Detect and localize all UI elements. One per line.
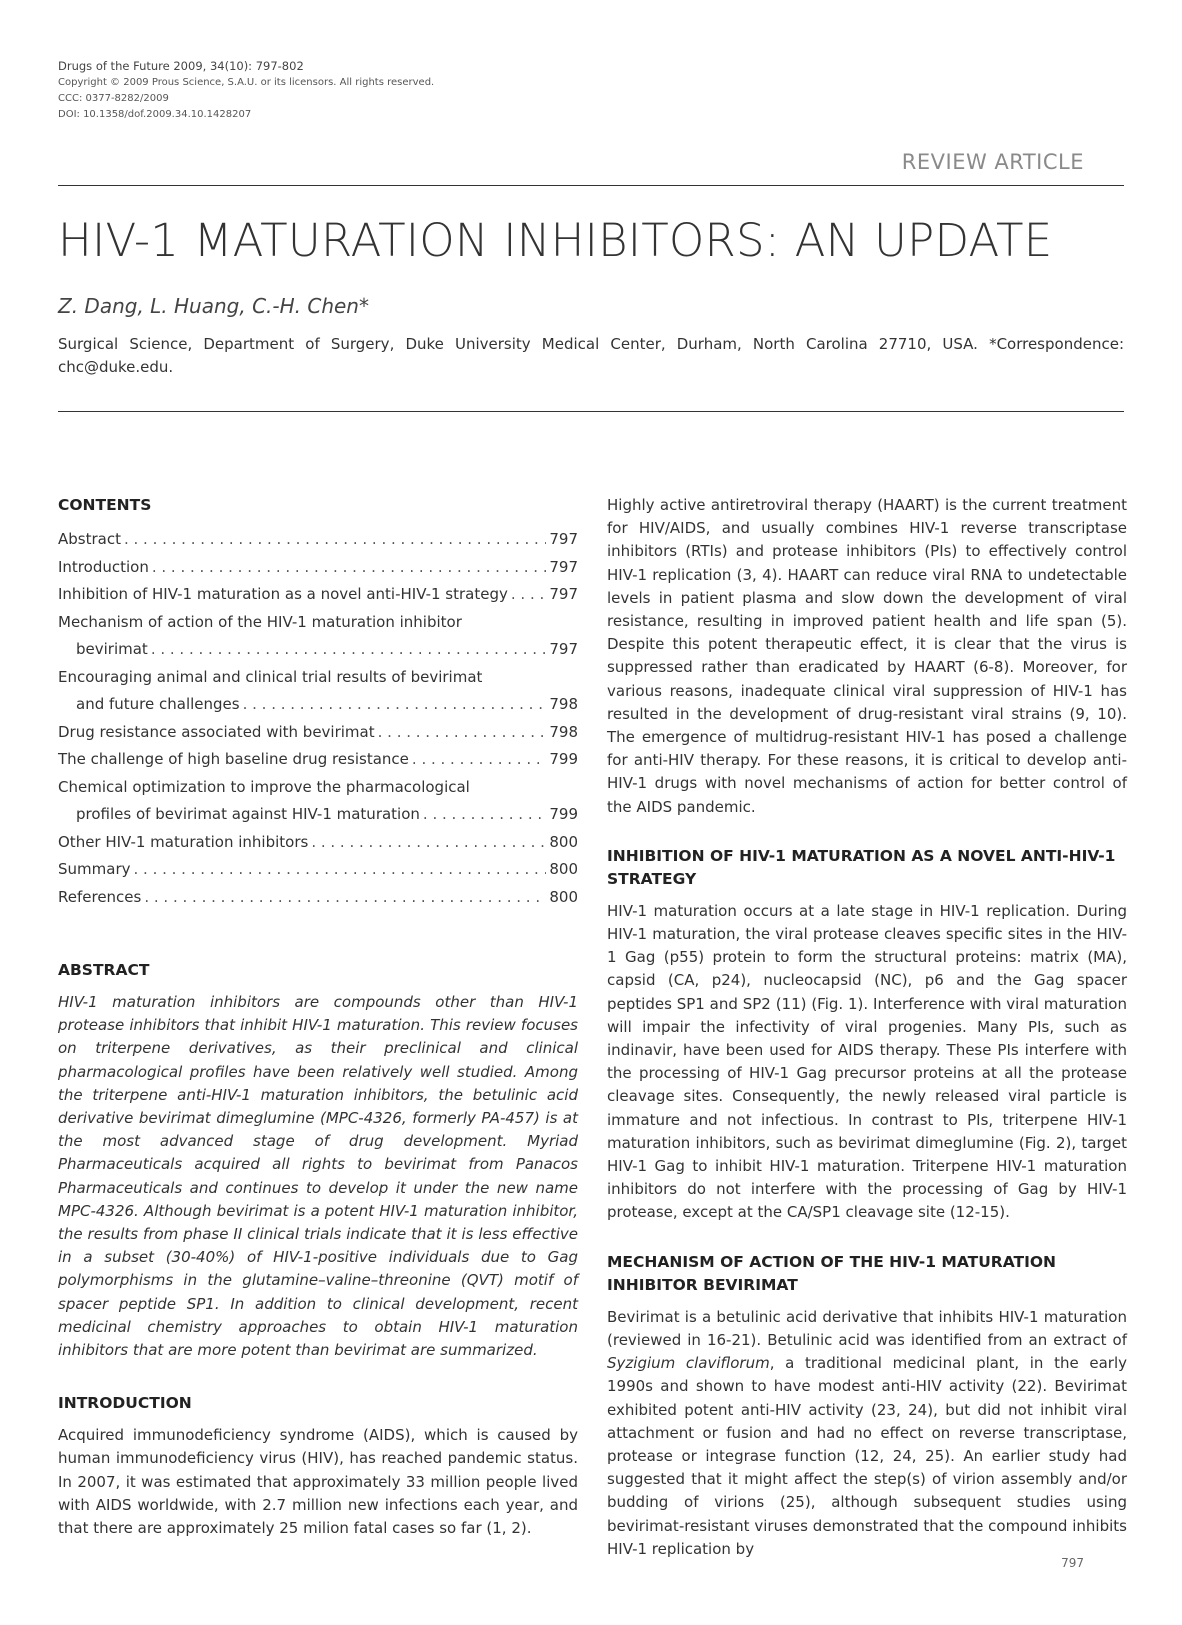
toc-entry[interactable] <box>58 801 578 829</box>
toc-label: bevirimat <box>76 640 148 658</box>
left-column <box>58 494 578 1540</box>
toc-label: Mechanism of action of the HIV-1 maturation inhibitor <box>58 612 462 631</box>
toc-page: 800 <box>549 832 578 851</box>
toc-entry[interactable] <box>58 884 578 912</box>
author-list: Z. Dang, L. Huang, C.-H. Chen* <box>58 294 369 318</box>
toc-label: Introduction <box>58 557 149 576</box>
inhibition-text: HIV-1 maturation occurs at a late stage in HIV-1 replication. During HIV-1 maturation, the viral protease cleaves specific sites in the HIV-1 Gag (p55) protein to form the structural proteins: matrix (MA), capsid (CA, p24), nucleocapsid (NC), p6 and the Gag spacer peptides SP1 and SP2 (11) (Fig. 1). Interference with viral maturation will impair the infectivity of viral progenies. Many PIs, such as indinavir, have been used for AIDS therapy. These PIs interfere with the processing of HIV-1 Gag precursor proteins at all the protease cleavage sites. Consequently, the newly released viral particle is immature and not infectious. In contrast to PIs, triterpene HIV-1 maturation inhibitors, such as bevirimat dimeglumine (Fig. 2), target HIV-1 Gag to inhibit HIV-1 maturation. Triterpene HIV-1 maturation inhibitors do not interfere with the processing of Gag by HIV-1 protease, except at the CA/SP1 cleavage site (12-15). <box>607 901 1127 1222</box>
mechanism-text <box>607 1306 1127 1561</box>
journal-meta <box>58 58 434 123</box>
toc-page: 797 <box>549 530 578 548</box>
toc-label: References <box>58 887 142 906</box>
haart-paragraph: Highly active antiretroviral therapy (HAART) is the current treatment for HIV/AIDS, and usually combines HIV-1 reverse transcriptase inhibitors (RTIs) and protease inhibitors (PIs) to effectively control HIV-1 replication (3, 4). HAART can reduce viral RNA to undetectable levels in patient plasma and slow down the development of viral resistance, resulting in improved patient health and life span (5). Despite this potent therapeutic effect, it is clear that the virus is suppressed rather than eradicated by HAART (6-8). Moreover, for various reasons, inadequate clinical viral suppression of HIV-1 has resulted in the development of drug-resistant viral strains (9, 10). The emergence of multidrug-resistant HIV-1 has posed a challenge for anti-HIV therapy. For these reasons, it is critical to develop anti-HIV-1 drugs with novel mechanisms of action for better control of the AIDS pandemic. <box>607 496 1127 816</box>
toc-label: Encouraging animal and clinical trial results of bevirimat <box>58 667 483 686</box>
article-title: HIV-1 MATURATION INHIBITORS: AN UPDATE <box>58 214 1053 267</box>
contents-heading: CONTENTS <box>58 496 152 514</box>
inhibition-heading: INHIBITION OF HIV-1 MATURATION AS A NOVEL ANTI-HIV-1 STRATEGY <box>607 846 1116 888</box>
mechanism-text-part: Bevirimat is a betulinic acid derivative that inhibits HIV-1 maturation (reviewed in 16-21). Betulinic acid was identified from an extract of <box>607 1307 1127 1349</box>
toc-page: 798 <box>549 722 578 741</box>
copyright-line: Copyright © 2009 Prous Science, S.A.U. or its licensors. All rights reserved. <box>58 77 435 88</box>
introduction-text: Acquired immunodeficiency syndrome (AIDS), which is caused by human immunodeficiency virus (HIV), has reached pandemic status. In 2007, it was estimated that approximately 33 million people lived with AIDS worldwide, with 2.7 million new infections each year, and that there are approximately 25 milion fatal cases so far (1, 2). <box>58 1426 578 1538</box>
abstract-heading: ABSTRACT <box>58 961 150 979</box>
doi-line: DOI: 10.1358/dof.2009.34.10.1428207 <box>58 109 252 120</box>
toc-entry[interactable] <box>58 554 578 582</box>
toc-page: 800 <box>549 887 578 906</box>
right-column <box>607 494 1127 1561</box>
toc-entry[interactable] <box>58 829 578 857</box>
title-divider <box>58 411 1124 412</box>
toc-page: 799 <box>549 750 578 768</box>
toc-label: Summary <box>58 860 131 878</box>
toc-label: Inhibition of HIV-1 maturation as a novel anti-HIV-1 strategy <box>58 585 508 603</box>
toc-label: profiles of bevirimat against HIV-1 maturation <box>76 805 420 823</box>
ccc-line: CCC: 0377-8282/2009 <box>58 93 169 104</box>
article-type-label: REVIEW ARTICLE <box>901 150 1084 174</box>
toc-page: 797 <box>549 640 578 658</box>
toc-label: Abstract <box>58 530 121 548</box>
toc-page: 797 <box>549 557 578 576</box>
toc-page: 799 <box>549 805 578 823</box>
toc-page: 797 <box>549 585 578 603</box>
toc-label: and future challenges <box>76 695 240 713</box>
toc-label: Chemical optimization to improve the pharmacological <box>58 777 470 796</box>
mechanism-heading: MECHANISM OF ACTION OF THE HIV-1 MATURATION INHIBITOR BEVIRIMAT <box>607 1252 1057 1294</box>
toc-entry[interactable] <box>58 856 578 884</box>
toc-page: 798 <box>549 695 578 713</box>
toc-entry[interactable] <box>58 691 578 719</box>
species-name: Syzigium claviflorum <box>607 1354 770 1373</box>
affiliation: Surgical Science, Department of Surgery, Duke University Medical Center, Durham, North Carolina 27710, USA. *Correspondence: chc@duke.edu. <box>58 335 1124 376</box>
page-number: 797 <box>1061 1556 1084 1570</box>
toc-entry[interactable] <box>58 636 578 664</box>
header-divider <box>58 185 1124 186</box>
toc-entry[interactable] <box>58 719 578 747</box>
toc-label: Drug resistance associated with bevirimat <box>58 722 375 741</box>
mechanism-text-part: , a traditional medicinal plant, in the early 1990s and shown to have modest anti-HIV activity (22). Bevirimat exhibited potent anti-HIV activity (23, 24), but did not inhibit viral attachment or fusion and had no effect on reverse transcriptase, protease or integrase function (12, 24, 25). An earlier study had suggested that it might affect the step(s) of virion assembly and/or budding of virions (25), although subsequent studies using bevirimat-resistant viruses demonstrated that the compound inhibits HIV-1 replication by <box>607 1354 1127 1558</box>
journal-citation: Drugs of the Future 2009, 34(10): 797-802 <box>58 59 304 73</box>
toc-entry[interactable] <box>58 526 578 554</box>
toc-label: The challenge of high baseline drug resistance <box>58 750 409 768</box>
toc-page: 800 <box>549 860 578 878</box>
table-of-contents <box>58 526 578 911</box>
introduction-heading: INTRODUCTION <box>58 1394 192 1413</box>
toc-entry[interactable] <box>58 746 578 774</box>
toc-entry[interactable] <box>58 581 578 609</box>
toc-label: Other HIV-1 maturation inhibitors <box>58 832 309 851</box>
abstract-text: HIV-1 maturation inhibitors are compounds other than HIV-1 protease inhibitors that inhibit HIV-1 maturation. This review focuses on triterpene derivatives, as their preclinical and clinical pharmacological profiles have been relatively well studied. Among the triterpene anti-HIV-1 maturation inhibitors, the betulinic acid derivative bevirimat dimeglumine (MPC-4326, formerly PA-457) is at the most advanced stage of drug development. Myriad Pharmaceuticals acquired all rights to bevirimat from Panacos Pharmaceuticals and continues to develop it under the new name MPC-4326. Although bevirimat is a potent HIV-1 maturation inhibitor, the results from phase II clinical trials indicate that it is less effective in a subset (30-40%) of HIV-1-positive individuals due to Gag polymorphisms in the glutamine–valine–threonine (QVT) motif of spacer peptide SP1. In addition to clinical development, recent medicinal chemistry approaches to obtain HIV-1 maturation inhibitors that are more potent than bevirimat are summarized. <box>58 993 578 1360</box>
